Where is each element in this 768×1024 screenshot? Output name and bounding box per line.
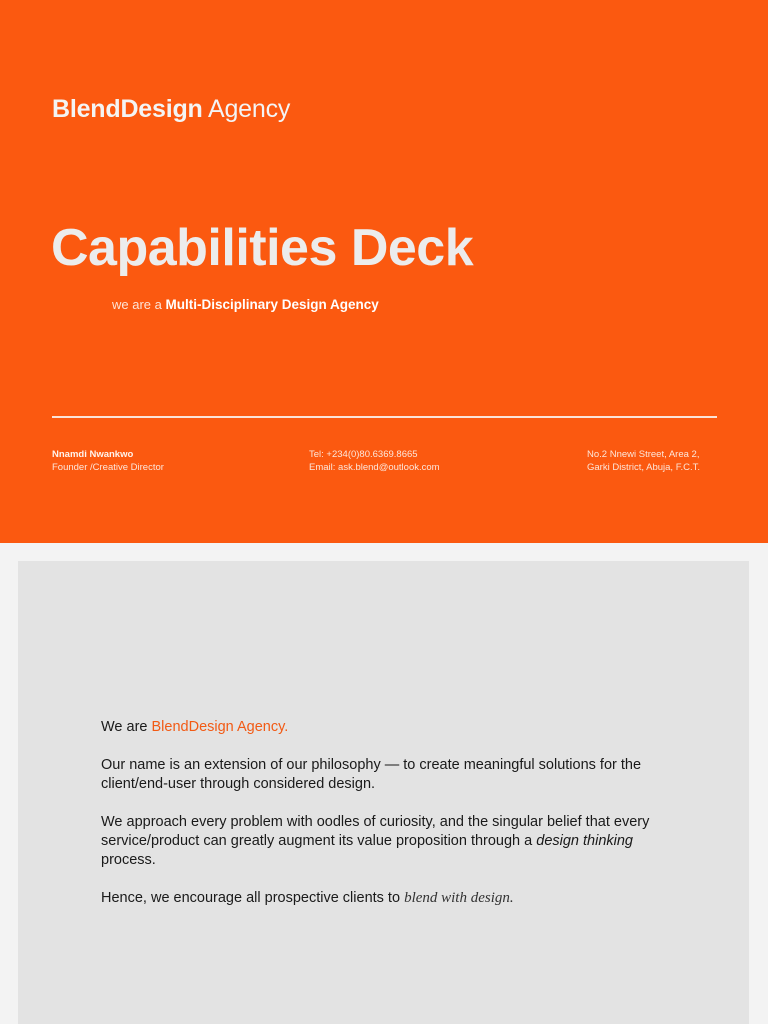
tagline-prefix: we are a bbox=[112, 297, 162, 312]
intro-paragraph-4 bbox=[101, 889, 661, 908]
p3-prefix: We approach every problem with oodles of curiosity, and the singular belief that every service/product can greatly augment its value proposition through a bbox=[101, 814, 650, 849]
brand-name-light: Agency bbox=[207, 95, 291, 123]
p1-brand: BlendDesign Agency bbox=[151, 719, 285, 735]
tagline-strong: Multi-Disciplinary Design Agency bbox=[165, 297, 379, 312]
brand-name-bold: BlendDesign bbox=[52, 95, 203, 123]
p4-prefix: Hence, we encourage all prospective clients to bbox=[101, 890, 401, 906]
contact-details bbox=[309, 448, 440, 474]
contact-address bbox=[587, 448, 700, 474]
intro-text bbox=[101, 718, 661, 927]
p1-prefix: We are bbox=[101, 719, 148, 735]
intro-paragraph-3 bbox=[101, 813, 661, 870]
tagline bbox=[112, 297, 379, 312]
page-title: Capabilities Deck bbox=[51, 219, 474, 277]
contact-role: Founder /Creative Director bbox=[52, 462, 164, 473]
contact-name: Nnamdi Nwankwo bbox=[52, 449, 134, 460]
p3-italic: design thinking bbox=[536, 833, 634, 849]
contact-person bbox=[52, 448, 164, 474]
address-line-1: No.2 Nnewi Street, Area 2, bbox=[587, 449, 700, 460]
contact-tel[interactable]: Tel: +234(0)80.6369.8665 bbox=[309, 449, 418, 460]
p3-suffix: process. bbox=[101, 852, 156, 868]
p4-serif: blend with design. bbox=[404, 890, 514, 906]
divider-line bbox=[52, 416, 717, 418]
brand-logo bbox=[52, 95, 290, 124]
intro-paragraph-2: Our name is an extension of our philosophy — to create meaningful solutions for the client/end-user through considered design. bbox=[101, 757, 642, 792]
address-line-2: Garki District, Abuja, F.C.T. bbox=[587, 462, 700, 473]
intro-paragraph-1 bbox=[101, 718, 661, 737]
p1-dot: . bbox=[284, 719, 289, 735]
contact-email[interactable]: Email: ask.blend@outlook.com bbox=[309, 462, 440, 473]
